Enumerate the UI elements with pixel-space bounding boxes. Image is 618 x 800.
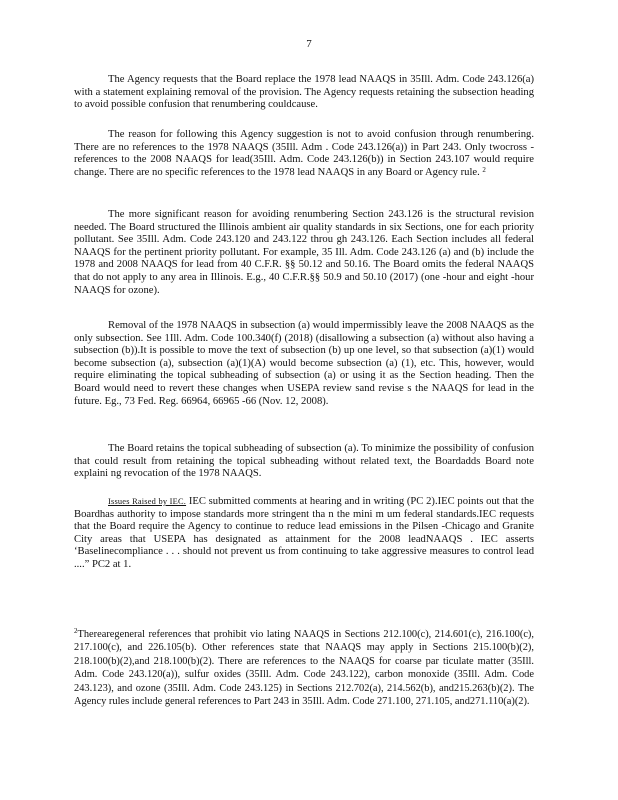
issues-heading: Issues Raised by IEC. bbox=[108, 497, 187, 506]
paragraph-renumbering-text: The reason for following this Agency suggestion is not to avoid confusion through renumbering. There are no references to the 1978 NAAQS (35Ill. Adm . Code 243.126(a)) in Part 243. Only twocross - references to the 2008 NAAQS for lead(35Ill. Adm. Code 243.126(b)) in Section 243.107 would require change. There are no specific references to the 1978 lead NAAQS in any Board or Agency rule. bbox=[74, 129, 534, 178]
paragraph-structural-revision: The more significant reason for avoiding renumbering Section 243.126 is the structural revision needed. The Board structured the Illinois ambient air quality standards in six Sections, one for each priority pollutant. See 35Ill. Adm. Code 243.120 and 243.122 throu gh 243.126. Each Section includes all federal NAAQS for the pertinent priority pollutant. For example, 35 Ill. Adm. Code 243.126 (a) and (b) include the 1978 and 2008 NAAQS for lead from 40 C.F.R. §§ 50.12 and 50.16. The Board omits the federal NAAQS that do not apply to any area in Illinois. E.g., 40 C.F.R.§§ 50.9 and 50.10 (2017) (one -hour and eight -hour NAAQS for ozone). bbox=[74, 209, 534, 296]
iec-issues-text: IEC submitted comments at hearing and in writing (PC 2).IEC points out that the Boardhas authority to impose standards more stringent tha n the mini m um federal standards.IEC requests that the Board require the Agency to continue to reduce lead emissions in the Pilsen -Chicago and Granite City areas that USEPA has designated as attainment for the 2008 leadNAAQS . IEC asserts ‘Baselinecompliance . . . should not prevent us from continuing to take aggressive measures to control lead ....” PC2 at 1. bbox=[74, 496, 534, 570]
paragraph-topical-subheading: The Board retains the topical subheading of subsection (a). To minimize the possibility of confusion that could result from retaining the topical subheading without related text, the Boardadds Board note explaini ng revocation of the 1978 NAAQS. bbox=[74, 443, 534, 480]
paragraph-agency-request: The Agency requests that the Board replace the 1978 lead NAAQS in 35Ill. Adm. Code 243.126(a) with a statement explaining removal of the provision. The Agency requests retaining the subsection heading to avoid possible confusion that renumbering couldcause. bbox=[74, 74, 534, 111]
footnote-mark: 2 bbox=[74, 627, 78, 635]
paragraph-iec-issues bbox=[74, 496, 534, 572]
footnote bbox=[74, 628, 534, 708]
page-number: 7 bbox=[306, 38, 312, 50]
footnote-reference: 2 bbox=[482, 165, 486, 174]
paragraph-removal-subsection: Removal of the 1978 NAAQS in subsection (a) would impermissibly leave the 2008 NAAQS as the only subsection. See 1Ill. Adm. Code 100.340(f) (2018) (disallowing a subsection (a) without also having a subsection (b)).It is possible to move the text of subsection (b) up one level, so that subsection (a)(1) would become subsection (a), subsection (a)(1)(A) would become subsection (a) (1), etc. This, however, would require eliminating the topical subheading of subsection (a) or using it as the Section heading. Then the Board would need to revert these changes when USEPA review sand revise s the NAAQS for lead in the future. Eg., 73 Fed. Reg. 66964, 66965 -66 (Nov. 12, 2008). bbox=[74, 320, 534, 407]
paragraph-renumbering-reason bbox=[74, 129, 534, 179]
footnote-text: Therearegeneral references that prohibit vio lating NAAQS in Sections 212.100(c), 214.601(c), 216.100(c), 217.100(c), and 226.105(b). Other references state that NAAQS may apply in Sections 215.100(b)(2), 218.100(b)(2),and 218.100(b)(2). There are references to the NAAQS for coarse par ticulate matter (35Ill. Adm. Code 243.120(a)), sulfur oxides (35Ill. Adm. Code 243.122), carbon monoxide (35Ill. Adm. Code 243.123), and ozone (35Ill. Adm. Code 243.125) in Sections 212.702(a), 214.562(b), and215.263(b)(2). The Agency rules include general references to Part 243 in 35Ill. Adm. Code 271.100, 271.105, and271.110(a)(2). bbox=[74, 629, 534, 708]
